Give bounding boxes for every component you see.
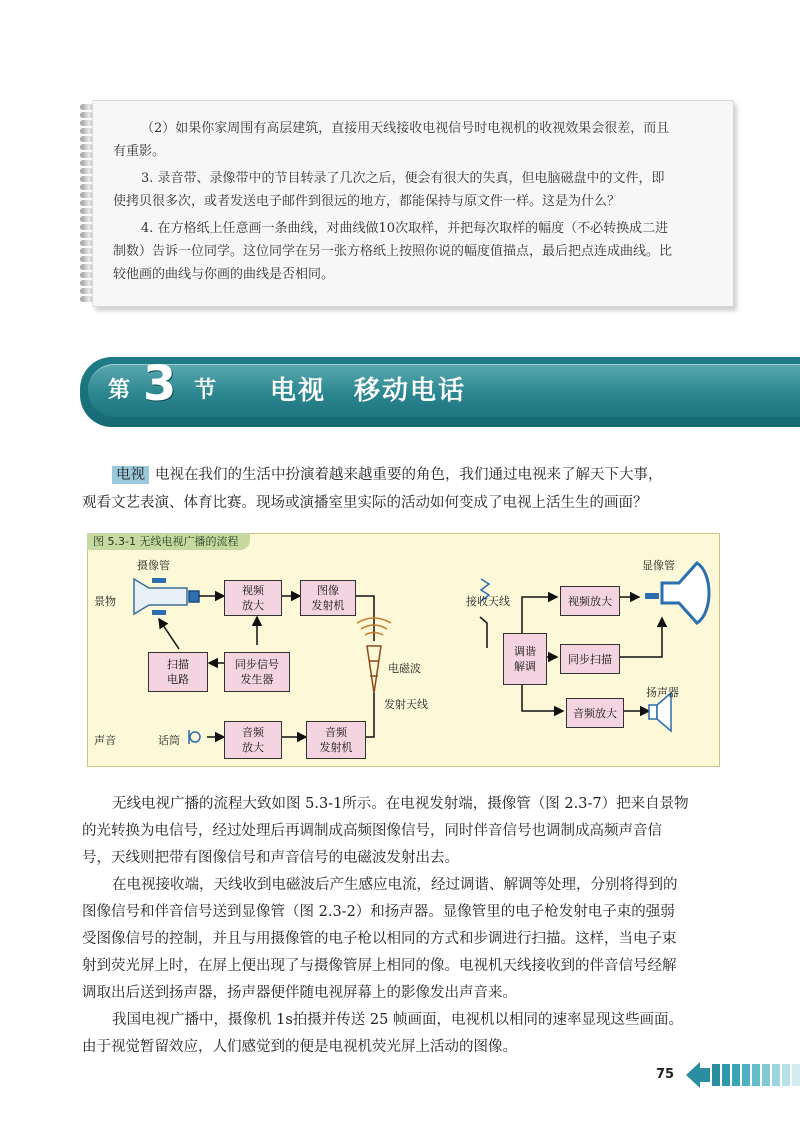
note-line: 使拷贝很多次，或者发送电子邮件到很远的地方，都能保持与原文件一样。这是为什么？: [113, 194, 621, 209]
label-scene: 景物: [94, 595, 116, 608]
label-camera-tube: 摄像管: [137, 559, 170, 572]
note-line: 3. 录音带、录像带中的节目转录了几次之后，便会有很大的失真，但电脑磁盘中的文件，即: [141, 171, 665, 186]
section-title: 电视 移动电话: [270, 376, 467, 406]
box-tune-demod: 调谐 解调: [503, 633, 547, 685]
intro-line-1: 电视 电视在我们的生活中扮演着越来越重要的角色，我们通过电视来了解天下大事，: [82, 462, 722, 489]
label-tx-antenna: 发射天线: [384, 698, 428, 711]
box-scan-circuit: 扫描 电路: [148, 652, 208, 692]
body-line: 射到荧光屏上时，在屏上便出现了与摄像管屏上相同的像。电视机天线接收到的伴音信号经解: [82, 958, 677, 974]
box-image-transmitter: 图像 发射机: [300, 580, 356, 616]
note-line: 制数）告诉一位同学。这位同学在另一张方格纸上按照你说的幅度值描点，最后把点连成曲线。比: [113, 244, 673, 259]
note-line: （2）如果你家周围有高层建筑，直接用天线接收电视信号时电视机的收视效果会很差，而且: [141, 121, 670, 136]
box-video-amp: 视频 放大: [224, 580, 282, 616]
label-picture-tube: 显像管: [642, 559, 675, 572]
note-line: 4. 在方格纸上任意画一条曲线，对曲线做10次取样，并把每次取样的幅度（不必转换成二进: [141, 221, 669, 236]
body-line: 我国电视广播中，摄像机 1s拍摄并传送 25 帧画面，电视机以相同的速率显现这些画面。: [112, 1012, 683, 1028]
section-prefix: 第: [108, 378, 131, 403]
exercise-notebook-box: [92, 100, 734, 307]
box-rx-video-amp: 视频放大: [560, 586, 620, 616]
box-rx-sync-scan: 同步扫描: [560, 644, 620, 674]
label-sound: 声音: [94, 734, 116, 747]
section-suffix: 节: [194, 378, 217, 403]
note-line: 有重影。: [113, 144, 166, 159]
page-arrow-icon: [686, 1060, 800, 1090]
body-line: 图像信号和伴音信号送到显像管（图 2.3-2）和扬声器。显像管里的电子枪发射电子束的强弱: [82, 904, 675, 920]
keyword-highlight: 电视: [112, 466, 149, 484]
body-line: 无线电视广播的流程大致如图 5.3-1所示。在电视发射端，摄像管（图 2.3-7）把来自景物: [112, 796, 689, 812]
box-sync-generator: 同步信号 发生器: [224, 652, 290, 692]
body-line: 受图像信号的控制，并且与用摄像管的电子枪以相同的方式和步调进行扫描。这样，当电子束: [82, 931, 677, 947]
figure-caption: 图 5.3-1 无线电视广播的流程: [87, 533, 250, 550]
box-rx-audio-amp: 音频放大: [566, 698, 624, 728]
page-number: 75: [656, 1067, 675, 1082]
body-line: 调取出后送到扬声器，扬声器便伴随电视屏幕上的影像发出声音来。: [82, 985, 517, 1001]
label-mic: 话筒: [158, 734, 180, 747]
box-audio-transmitter: 音频 发射机: [306, 721, 366, 759]
box-audio-amp: 音频 放大: [224, 721, 282, 759]
body-line: 由于视觉暂留效应，人们感觉到的便是电视机荧光屏上活动的图像。: [82, 1039, 517, 1055]
body-line: 在电视接收端，天线收到电磁波后产生感应电流，经过调谐、解调等处理，分别将得到的: [112, 877, 678, 893]
label-speaker: 扬声器: [646, 686, 679, 699]
note-line: 较他画的曲线与你画的曲线是否相同。: [113, 267, 335, 282]
label-rx-antenna: 接收天线: [466, 595, 510, 608]
body-line: 的光转换为电信号，经过处理后再调制成高频图像信号，同时伴音信号也调制成高频声音信: [82, 823, 662, 839]
section-number: 3: [143, 356, 177, 412]
label-em-wave: 电磁波: [388, 662, 421, 675]
figure-wires: [87, 533, 718, 765]
intro-line-2: 观看文艺表演、体育比赛。现场或演播室里实际的活动如何变成了电视上活生生的画面？: [82, 495, 648, 511]
body-line: 号，天线则把带有图像信号和声音信号的电磁波发射出去。: [82, 850, 459, 866]
